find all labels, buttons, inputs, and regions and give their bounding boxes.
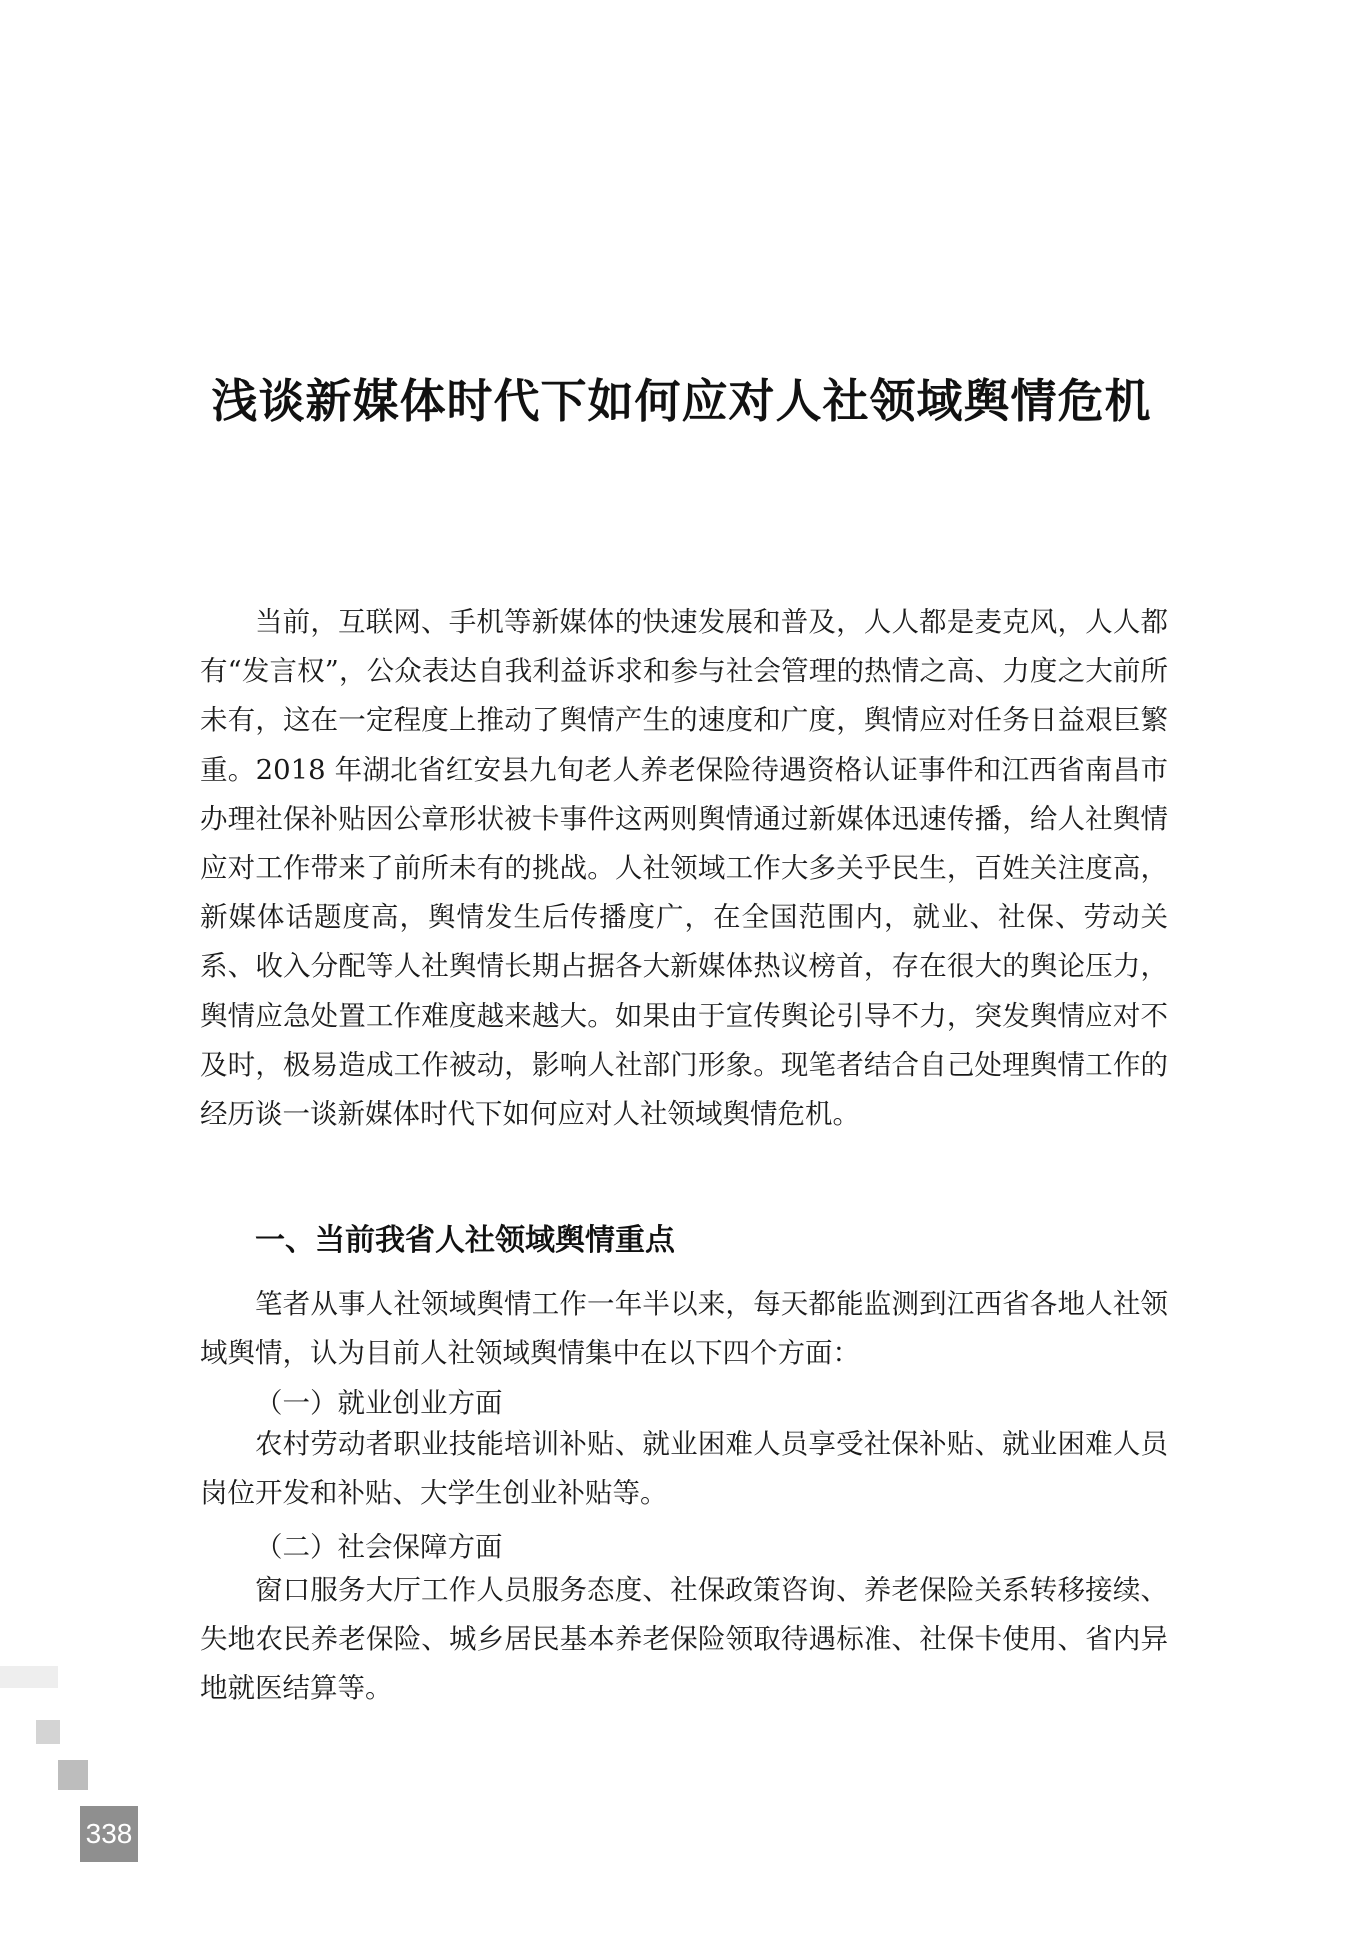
intro-paragraph: 当前，互联网、手机等新媒体的快速发展和普及，人人都是麦克风，人人都有“发言权”，公众表达自我利益诉求和参与社会管理的热情之高、力度之大前所未有，这在一定程度上推动了舆情产生的速度和广度，舆情应对任务日益艰巨繁重。2018 年湖北省红安县九旬老人养老保险待遇资格认证事件和江西省南昌市办理社保补贴因公章形状被卡事件这两则舆情通过新媒体迅速传播，给人社舆情应对工作带来了前所未有的挑战。人社领域工作大多关乎民生，百姓关注度高，新媒体话题度高，舆情发生后传播度广，在全国范围内，就业、社保、劳动关系、收入分配等人社舆情长期占据各大新媒体热议榜首，存在很大的舆论压力，舆情应急处置工作难度越来越大。如果由于宣传舆论引导不力，突发舆情应对不及时，极易造成工作被动，影响人社部门形象。现笔者结合自己处理舆情工作的经历谈一谈新媒体时代下如何应对人社领域舆情危机。 — [200, 606, 1168, 1131]
page-number: 338 — [80, 1806, 138, 1862]
subsection-paragraph: 农村劳动者职业技能培训补贴、就业困难人员享受社保补贴、就业困难人员岗位开发和补贴、大学生创业补贴等。 — [200, 1428, 1168, 1510]
section-paragraph: 笔者从事人社领域舆情工作一年半以来，每天都能监测到江西省各地人社领域舆情，认为目前人社领域舆情集中在以下四个方面： — [200, 1288, 1168, 1370]
decorative-block — [0, 1666, 58, 1688]
page-title: 浅谈新媒体时代下如何应对人社领域舆情危机 — [211, 374, 1152, 428]
subsection-heading: （二）社会保障方面 — [255, 1531, 503, 1563]
subsection-paragraph: 窗口服务大厅工作人员服务态度、社保政策咨询、养老保险关系转移接续、失地农民养老保险、城乡居民基本养老保险领取待遇标准、社保卡使用、省内异地就医结算等。 — [200, 1574, 1168, 1705]
section-heading: 一、当前我省人社领域舆情重点 — [255, 1223, 675, 1258]
decorative-block — [58, 1760, 88, 1790]
decorative-block — [36, 1720, 60, 1744]
subsection-heading: （一）就业创业方面 — [255, 1387, 503, 1419]
